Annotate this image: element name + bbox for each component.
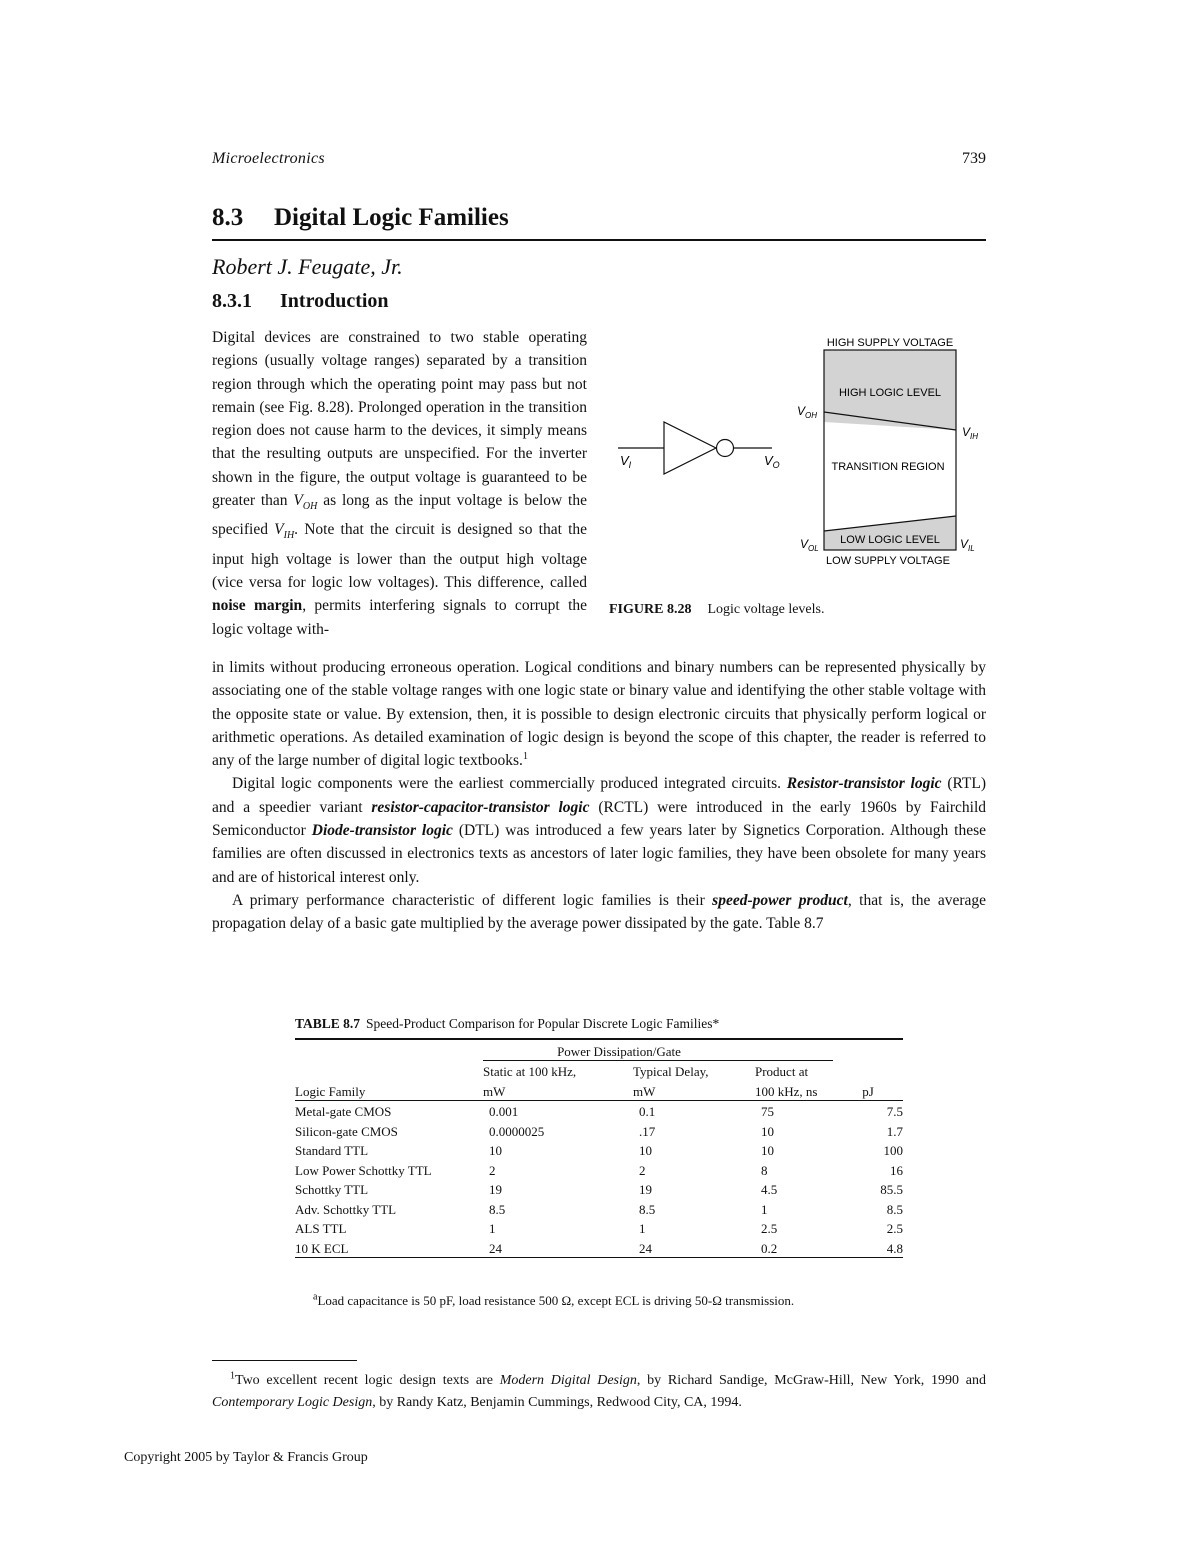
cell-typical: 8.5 [639, 1201, 656, 1217]
speed-product-table [295, 1038, 903, 1258]
cell-product: 10 [761, 1143, 774, 1158]
low-level-label: LOW LOGIC LEVEL [840, 534, 940, 546]
vi-label: $V_I$ [620, 453, 632, 470]
voh-label: $V_{OH}$ [797, 404, 818, 420]
cell-typical: 10 [639, 1143, 652, 1158]
cell-typical: 0.1 [639, 1104, 656, 1119]
low-supply-label: LOW SUPPLY VOLTAGE [826, 555, 950, 567]
high-supply-label: HIGH SUPPLY VOLTAGE [826, 337, 954, 349]
table-row [295, 1218, 903, 1238]
symbol-sub: OH [302, 501, 318, 513]
cell-static: 8.5 [489, 1201, 506, 1217]
col-typical-1: Typical Delay, [633, 1064, 709, 1079]
symbol-sub: IH [283, 530, 295, 542]
cell-family: Adv. Schottky TTL [295, 1201, 397, 1217]
table-header-row-3 [295, 1080, 903, 1100]
vo-label: $V_O$ [764, 453, 780, 470]
high-level-slope-fill [824, 422, 956, 430]
running-title: Microelectronics [212, 150, 325, 167]
subsection-number: 8.3.1 [212, 290, 252, 312]
cell-product: 1 [761, 1201, 768, 1217]
voh-symbol [293, 492, 318, 513]
col-product-1: Product at [755, 1064, 809, 1079]
col-family: Logic Family [295, 1083, 366, 1099]
cell-family: 10 K ECL [295, 1240, 349, 1256]
text-run: Two excellent recent logic design texts are [235, 1373, 500, 1388]
section-number: 8.3 [212, 204, 244, 231]
table-body [295, 1100, 903, 1257]
cell-typical: .17 [639, 1123, 656, 1139]
section-title: Digital Logic Families [274, 204, 509, 231]
cell-pj: 100 [883, 1143, 903, 1158]
vil-label: $V_{IL}$ [960, 537, 975, 553]
cell-product: 4.5 [761, 1182, 778, 1197]
page-number: 739 [962, 150, 986, 167]
term-speed-power: speed-power product [712, 891, 848, 909]
book-title-2: Contemporary Logic Design [212, 1395, 373, 1410]
term-noise-margin: noise margin [212, 597, 303, 615]
author: Robert J. Feugate, Jr. [212, 254, 403, 279]
cell-product: 10 [761, 1123, 774, 1139]
vol-label: $V_{OL}$ [800, 537, 819, 553]
table-label: TABLE 8.7 [295, 1016, 361, 1031]
section-heading [212, 204, 509, 232]
text-run: Digital logic components were the earliest commercially produced integrated circuits. [232, 775, 787, 793]
body-text [212, 656, 986, 936]
text-run: , that is, the average propagation delay of a basic gate multiplied by the average power dissipated by the gate. Table 8.7 [212, 891, 986, 933]
figure-diagram [600, 328, 1000, 588]
cell-typical: 24 [639, 1240, 652, 1256]
text-run: in limits without producing erroneous operation. Logical conditions and binary numbers can be represented physically by associating one of the stable voltage ranges with one logic state or binary value and identifying the other stable voltage with the opposite state or value. By extension, then, it is possible to design electronic circuits that physically perform logical or arithmetic operations. As detailed examination of logic design is beyond the scope of this chapter, the reader is referred to any of the large number of digital logic textbooks. [212, 659, 986, 770]
book-title-1: Modern Digital Design [499, 1373, 637, 1388]
table-row [295, 1237, 903, 1257]
figure-caption-text: Logic voltage levels. [707, 602, 825, 617]
copyright: Copyright 2005 by Taylor & Francis Group [124, 1450, 368, 1465]
cell-pj: 7.5 [886, 1104, 903, 1119]
footnote [212, 1370, 986, 1414]
section-rule [212, 239, 986, 241]
text-run: (DTL) was introduced a few years later by Signetics Corporation. Although these families are often discussed in electronics texts as ancestors of later logic families, they have been obsolete for many years and are of historical interest only. [212, 822, 986, 886]
cell-static: 0.001 [489, 1104, 519, 1119]
high-level-label: HIGH LOGIC LEVEL [838, 387, 942, 399]
table-row [295, 1120, 903, 1140]
table-row [295, 1198, 903, 1218]
intro-paragraph-1 [212, 326, 587, 641]
cell-pj: 4.8 [886, 1240, 903, 1256]
inverter-bubble [717, 440, 734, 457]
text-run: . Note that the circuit is designed so that the input high voltage is lower than the output high voltage (vice versa for logic low voltages). This difference, called [212, 521, 588, 592]
transition-label: TRANSITION REGION [831, 461, 945, 473]
footnote-rule [212, 1360, 357, 1361]
cell-family: Schottky TTL [295, 1182, 369, 1197]
table-row [295, 1159, 903, 1179]
subsection-heading [212, 290, 389, 313]
vih-symbol [274, 521, 295, 542]
cell-family: ALS TTL [295, 1221, 347, 1236]
cell-static: 2 [489, 1162, 496, 1178]
cell-static: 19 [489, 1182, 502, 1197]
figure-logic-voltage-levels [600, 328, 1000, 588]
cell-pj: 8.5 [886, 1201, 903, 1217]
high-level-fill [824, 350, 956, 422]
cell-static: 0.0000025 [489, 1123, 545, 1139]
table-row [295, 1179, 903, 1199]
cell-pj: 2.5 [886, 1221, 903, 1236]
cell-family: Metal-gate CMOS [295, 1104, 392, 1119]
text-run: as long as the input voltage is below the specified [212, 492, 587, 539]
cell-product: 0.2 [761, 1240, 778, 1256]
text-run: , by Richard Sandige, McGraw-Hill, New York, 1990 and [636, 1373, 987, 1388]
table-note [313, 1293, 794, 1309]
cell-typical: 1 [639, 1221, 646, 1236]
col-typical-2: mW [633, 1083, 656, 1099]
cell-product: 75 [761, 1104, 774, 1119]
cell-pj: 16 [890, 1162, 903, 1178]
intro-paragraph-2 [212, 772, 986, 888]
table-row [295, 1100, 903, 1120]
footnote-mark: 1 [230, 1370, 235, 1382]
table-header-row-2 [295, 1060, 903, 1080]
figure-caption [609, 602, 824, 618]
table-row [295, 1140, 903, 1160]
cell-product: 8 [761, 1162, 768, 1178]
cell-static: 24 [489, 1240, 502, 1256]
intro-paragraph-3 [212, 889, 986, 936]
col-product-2: 100 kHz, ns [755, 1083, 818, 1099]
table-caption-text: Speed-Product Comparison for Popular Discrete Logic Families* [366, 1016, 720, 1031]
subsection-title: Introduction [280, 290, 389, 312]
symbol-main: V [274, 521, 284, 539]
symbol-main: V [293, 492, 303, 510]
cell-family: Low Power Schottky TTL [295, 1162, 432, 1178]
term-dtl: Diode-transistor logic [311, 822, 453, 840]
cell-pj: 1.7 [886, 1123, 903, 1139]
text-run: (RCTL) were introduced in the early 1960s by Fairchild Semiconductor [212, 798, 987, 840]
intro-paragraph-column [212, 326, 587, 641]
cell-typical: 2 [639, 1162, 646, 1178]
term-rtl: Resistor-transistor logic [786, 775, 942, 793]
cell-pj: 85.5 [880, 1182, 903, 1197]
inverter-triangle [664, 422, 716, 474]
cell-typical: 19 [639, 1182, 652, 1197]
col-static-1: Static at 100 kHz, [483, 1064, 577, 1079]
cell-family: Standard TTL [295, 1143, 369, 1158]
table-note-mark: a [313, 1291, 318, 1303]
text-run: , permits interfering signals to corrupt the logic voltage with- [212, 597, 587, 638]
group-header: Power Dissipation/Gate [483, 1039, 833, 1060]
table-note-text: Load capacitance is 50 pF, load resistance 500 Ω, except ECL is driving 50-Ω transmission. [317, 1293, 795, 1308]
col-static-2: mW [483, 1083, 506, 1099]
text-run: , by Randy Katz, Benjamin Cummings, Redwood City, CA, 1994. [372, 1395, 742, 1410]
intro-paragraph-1-continued [212, 656, 986, 772]
footnote-ref: 1 [522, 751, 528, 763]
table-caption [295, 1016, 719, 1032]
vih-label: $V_{IH}$ [962, 425, 979, 441]
term-rctl: resistor-capacitor-transistor logic [371, 798, 590, 816]
cell-family: Silicon-gate CMOS [295, 1123, 398, 1139]
text-run: Digital devices are constrained to two stable operating regions (usually voltage ranges) separated by a transition region through which the operating point may pass but not remain (see Fig. 8.28). Prolonged operation in the transition region does not cause harm to the devices, it simply means that the resulting outputs are unspecified. For the inverter shown in the figure, the output voltage is guaranteed to be greater than [212, 329, 587, 510]
cell-product: 2.5 [761, 1221, 778, 1236]
text-run: A primary performance characteristic of different logic families is their [232, 891, 713, 909]
table-header-row-1 [295, 1039, 903, 1060]
cell-static: 1 [489, 1221, 496, 1236]
figure-label: FIGURE 8.28 [609, 602, 692, 617]
cell-static: 10 [489, 1143, 502, 1158]
col-pj: pJ [862, 1083, 874, 1099]
inverter-symbol [618, 422, 772, 474]
text-run: (RTL) and a speedier variant [212, 775, 986, 816]
